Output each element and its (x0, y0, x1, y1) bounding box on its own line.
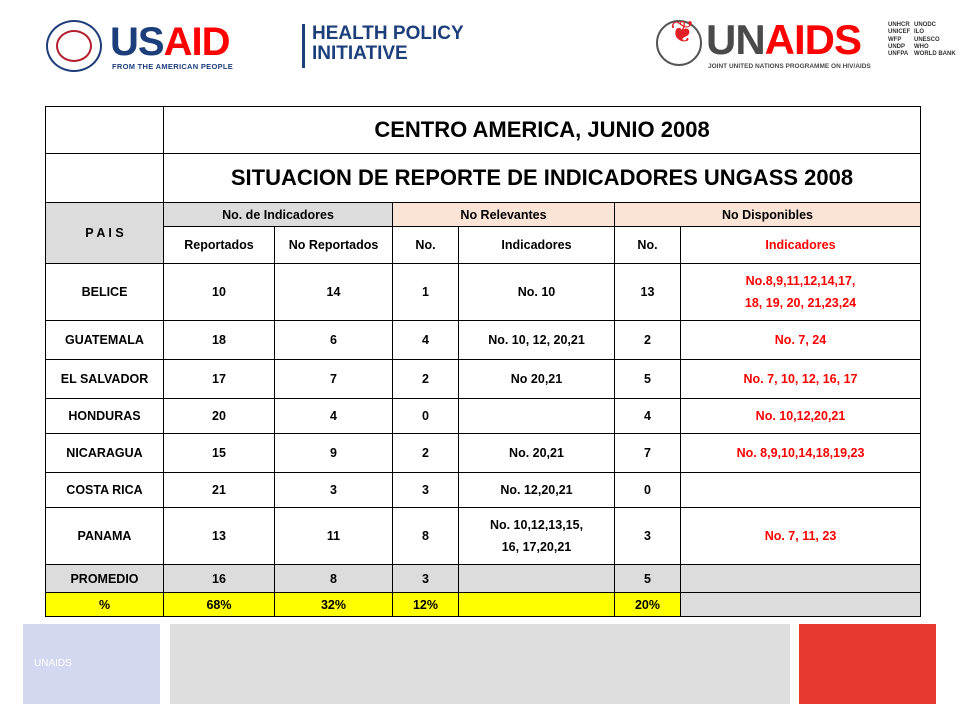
usaid-hpi-logo (46, 18, 464, 74)
usaid-tagline: FROM THE AMERICAN PEOPLE (112, 62, 234, 71)
percent-reportados: 68% (164, 593, 275, 617)
pais-header: P A I S (46, 203, 164, 264)
nd-indicadores-cell: No. 7, 24 (681, 321, 921, 360)
sub-header-reportados: Reportados (164, 227, 275, 264)
logo-divider (302, 24, 305, 68)
nr-no-cell: 4 (393, 321, 459, 360)
percent-no-reportados: 32% (275, 593, 393, 617)
percent-row (46, 593, 921, 617)
nd-no-cell: 2 (615, 321, 681, 360)
nr-no-cell: 2 (393, 434, 459, 473)
promedio-row (46, 565, 921, 593)
percent-nr-no: 12% (393, 593, 459, 617)
percent-nd-indicadores (681, 593, 921, 617)
nr-indicadores-cell: No 20,21 (459, 360, 615, 399)
table-row (46, 399, 921, 434)
table-row (46, 360, 921, 399)
nd-indicadores-cell: No. 7, 10, 12, 16, 17 (681, 360, 921, 399)
sub-header-nd-no: No. (615, 227, 681, 264)
footer-label: UNAIDS (34, 658, 72, 669)
sub-header-nd-indicadores: Indicadores (681, 227, 921, 264)
no-reportados-cell: 14 (275, 264, 393, 321)
group-header-no-relevantes: No Relevantes (393, 203, 615, 227)
nd-indicadores-cell: No.8,9,11,12,14,17, 18, 19, 20, 21,23,24 (681, 264, 921, 321)
group-header-indicadores: No. de Indicadores (164, 203, 393, 227)
footer-bar-gray (170, 624, 790, 704)
nr-indicadores-cell: No. 20,21 (459, 434, 615, 473)
usaid-wordmark: USAID (110, 20, 230, 64)
nd-no-cell: 3 (615, 508, 681, 565)
corner-cell (46, 107, 164, 154)
no-reportados-cell: 4 (275, 399, 393, 434)
table-row (46, 508, 921, 565)
country-cell: PANAMA (46, 508, 164, 565)
reportados-cell: 18 (164, 321, 275, 360)
reportados-cell: 15 (164, 434, 275, 473)
no-reportados-cell: 6 (275, 321, 393, 360)
nd-indicadores-cell: No. 8,9,10,14,18,19,23 (681, 434, 921, 473)
nd-indicadores-cell: No. 10,12,20,21 (681, 399, 921, 434)
table-title: CENTRO AMERICA, JUNIO 2008 (164, 107, 921, 154)
country-cell: BELICE (46, 264, 164, 321)
sub-header-no-reportados: No Reportados (275, 227, 393, 264)
table-subtitle: SITUACION DE REPORTE DE INDICADORES UNGASS 2008 (164, 154, 921, 203)
nd-indicadores-cell: No. 7, 11, 23 (681, 508, 921, 565)
unaids-tagline: JOINT UNITED NATIONS PROGRAMME ON HIV/AIDS (708, 63, 871, 70)
reportados-cell: 20 (164, 399, 275, 434)
country-cell: GUATEMALA (46, 321, 164, 360)
no-reportados-cell: 9 (275, 434, 393, 473)
nd-no-cell: 7 (615, 434, 681, 473)
nr-no-cell: 2 (393, 360, 459, 399)
country-cell: NICARAGUA (46, 434, 164, 473)
nr-no-cell: 1 (393, 264, 459, 321)
nr-indicadores-cell (459, 399, 615, 434)
percent-label: % (46, 593, 164, 617)
nr-no-cell: 3 (393, 473, 459, 508)
percent-nr-indicadores (459, 593, 615, 617)
nd-no-cell: 0 (615, 473, 681, 508)
reportados-cell: 21 (164, 473, 275, 508)
promedio-nd-indicadores (681, 565, 921, 593)
country-cell: HONDURAS (46, 399, 164, 434)
promedio-nr-no: 3 (393, 565, 459, 593)
no-reportados-cell: 11 (275, 508, 393, 565)
nd-indicadores-cell (681, 473, 921, 508)
country-cell: EL SALVADOR (46, 360, 164, 399)
unaids-wordmark: UNAIDS (706, 16, 862, 63)
ungass-report-table (45, 106, 921, 617)
group-header-no-disponibles: No Disponibles (615, 203, 921, 227)
health-policy-initiative-wordmark: HEALTH POLICY INITIATIVE (312, 23, 464, 64)
footer-bar-red (799, 624, 936, 704)
nd-no-cell: 5 (615, 360, 681, 399)
nr-indicadores-cell: No. 10,12,13,15, 16, 17,20,21 (459, 508, 615, 565)
cosponsors-col1: UNHCR UNICEF WFP UNDP UNFPA (888, 22, 911, 58)
usaid-seal-icon (46, 20, 102, 72)
promedio-nd-no: 5 (615, 565, 681, 593)
country-cell: COSTA RICA (46, 473, 164, 508)
cosponsors-col2: UNODC ILO UNESCO WHO WORLD BANK (914, 22, 956, 58)
table-row (46, 473, 921, 508)
table-row (46, 434, 921, 473)
table-row (46, 321, 921, 360)
reportados-cell: 10 (164, 264, 275, 321)
promedio-reportados: 16 (164, 565, 275, 593)
nr-no-cell: 0 (393, 399, 459, 434)
nr-no-cell: 8 (393, 508, 459, 565)
nd-no-cell: 13 (615, 264, 681, 321)
nr-indicadores-cell: No. 10 (459, 264, 615, 321)
nd-no-cell: 4 (615, 399, 681, 434)
percent-nd-no: 20% (615, 593, 681, 617)
reportados-cell: 13 (164, 508, 275, 565)
promedio-label: PROMEDIO (46, 565, 164, 593)
unaids-logo (656, 16, 956, 78)
no-reportados-cell: 7 (275, 360, 393, 399)
red-ribbon-icon: ❦ (670, 16, 696, 49)
corner-cell (46, 154, 164, 203)
promedio-no-reportados: 8 (275, 565, 393, 593)
sub-header-nr-no: No. (393, 227, 459, 264)
no-reportados-cell: 3 (275, 473, 393, 508)
reportados-cell: 17 (164, 360, 275, 399)
sub-header-nr-indicadores: Indicadores (459, 227, 615, 264)
nr-indicadores-cell: No. 12,20,21 (459, 473, 615, 508)
table-row (46, 264, 921, 321)
nr-indicadores-cell: No. 10, 12, 20,21 (459, 321, 615, 360)
promedio-nr-indicadores (459, 565, 615, 593)
